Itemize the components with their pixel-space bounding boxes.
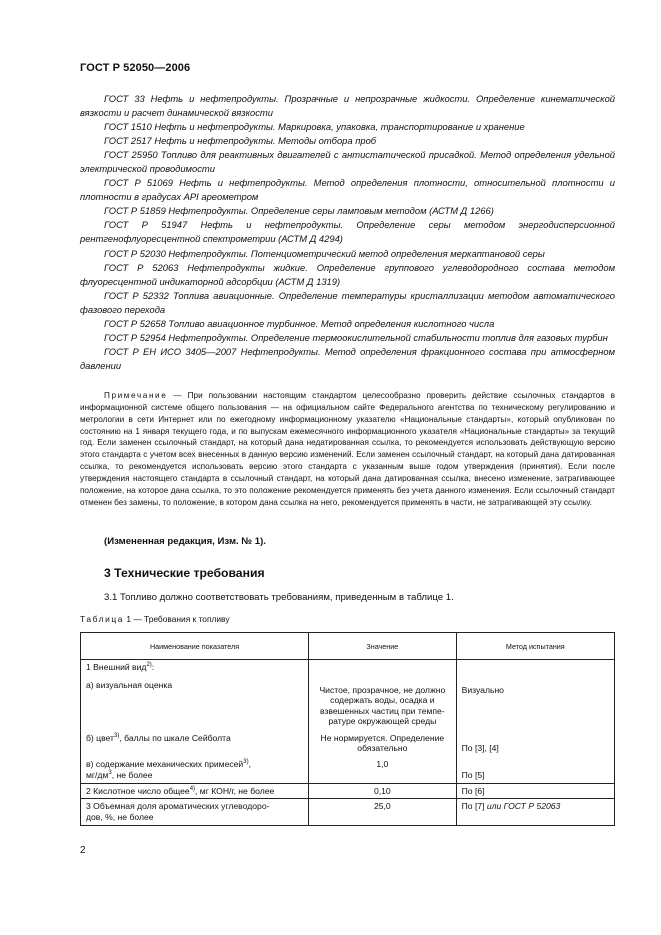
table-cell — [309, 660, 457, 729]
table-cell — [456, 729, 614, 756]
table-row — [81, 799, 615, 826]
table-cell — [456, 755, 614, 784]
indicator-name: дов, %, не более — [86, 812, 154, 823]
reference-item: ГОСТ Р ЕН ИСО 3405—2007 Нефтепродукты. Метод определения фракционного состава при атмосферном давлении — [80, 345, 615, 371]
value-text: 1,0 — [376, 759, 389, 770]
value-line: содержать воды, осадка и — [330, 695, 435, 706]
indicator-name: 3 Объемная доля ароматических углеводоро- — [86, 801, 270, 812]
method-text: По [7] — [461, 801, 487, 812]
method-text: По [5] — [461, 770, 485, 781]
footnote-ref: 3) — [243, 759, 249, 766]
value-line: ратуре окружающей среды — [328, 716, 437, 727]
page-number: 2 — [80, 845, 86, 856]
method-text: По [6] — [461, 786, 485, 797]
table-cell — [309, 729, 457, 756]
indicator-name: 1 Внешний вид — [86, 662, 147, 672]
footnote-ref: 3) — [114, 732, 120, 739]
table-row — [81, 755, 615, 784]
table-cell — [456, 660, 614, 729]
value-line: Не нормируется. Определение — [320, 732, 445, 743]
indicator-name: а) визуальная оценка — [86, 680, 173, 690]
indicator-unit: мг/дм — [86, 770, 109, 781]
table-caption — [80, 614, 230, 624]
table-cell — [456, 799, 614, 826]
table-caption-text: 1 — Требования к топливу — [124, 614, 230, 624]
header-cell-value: Значение — [309, 633, 457, 660]
value-line: взвешенных частиц при темпе- — [319, 705, 445, 716]
amendment-note: (Измененная редакция, Изм. № 1). — [104, 536, 266, 547]
method-text: или ГОСТ Р 52063 — [486, 801, 561, 812]
document-header: ГОСТ Р 52050—2006 — [80, 62, 191, 74]
reference-item: ГОСТ Р 52332 Топлива авиационные. Определение температуры кристаллизации методом автоматического фазового перехода — [80, 289, 615, 315]
table-cell — [81, 729, 309, 756]
reference-item: ГОСТ Р 52658 Топливо авиационное турбинное. Метод определения кислотного числа — [104, 317, 495, 329]
reference-item: ГОСТ 2517 Нефть и нефтепродукты. Методы отбора проб — [104, 135, 377, 147]
note-block — [80, 390, 615, 508]
reference-item: ГОСТ Р 52030 Нефтепродукты. Потенциометрический метод определения меркаптановой серы — [104, 247, 545, 259]
footnote-ref: 2) — [146, 662, 152, 669]
header-cell-indicator: Наименование показателя — [81, 633, 309, 660]
reference-item: ГОСТ 25950 Топливо для реактивных двигателей с антистатической присадкой. Метод определения удельной электрической проводимости — [80, 149, 615, 175]
value-line: обязательно — [357, 743, 408, 754]
section-paragraph: 3.1 Топливо должно соответствовать требованиям, приведенным в таблице 1. — [104, 592, 454, 603]
table-row — [81, 784, 615, 799]
reference-item: ГОСТ 33 Нефть и нефтепродукты. Прозрачные и непрозрачные жидкости. Определение кинематической вязкости и расчет динамической вязкости — [80, 93, 615, 119]
table-cell: в) содержание механических примесей$^{3)}$, $мг/дм^3$, не более — [81, 755, 309, 784]
table-cell — [81, 799, 309, 826]
note-text: — При пользовании настоящим стандартом целесообразно проверить действие ссылочных стандартов в информационной системе общего пользования — на официальном сайте Федерального агентства по техническому регулированию и метрологии в сети Интернет или по ежегодному информационному указателю «Национальные стандарты», который опубликован по состоянию на 1 января текущего года, и по выпускам ежемесячного информационного указателя «Национальные стандарты» за текущий год. Если заменен ссылочный стандарт, на который дана недатированная ссылка, то рекомендуется использовать действующую версию этого стандарта с учетом всех внесенных в данную версию изменений. Если заменен ссылочный стандарт, на который дана датированная ссылка, то рекомендуется использовать версию этого стандарта с указанным выше годом утверждения (принятия). Если после утверждения настоящего стандарта в ссылочный стандарт, на который дана датированная ссылка, внесено изменение, затрагивающее положение, на которое дана ссылка, то это положение рекомендуется применять без учета данного изменения. Если ссылочный стандарт отменен без замены, то положение, в котором дана ссылка на него, рекомендуется применять в части, не затрагивающей эту ссылку. — [80, 391, 615, 507]
reference-item: ГОСТ Р 52954 Нефтепродукты. Определение термоокислительной стабильности топлив для газовых турбин — [104, 331, 608, 343]
table-cell — [456, 784, 614, 799]
indicator-name: 2 Кислотное число общее — [86, 786, 190, 797]
indicator-name: б) цвет — [86, 732, 114, 743]
table-cell: 1 Внешний вид$^{2)}$: а) визуальная оценка — [81, 660, 309, 729]
section-title: 3 Технические требования — [104, 566, 265, 580]
reference-item: ГОСТ Р 51069 Нефть и нефтепродукты. Метод определения плотности, относительной плотности и плотности в градусах API ареометром — [80, 177, 615, 203]
indicator-name: в) содержание механических примесей — [86, 759, 244, 770]
table-row — [81, 729, 615, 756]
table-cell — [309, 784, 457, 799]
table-header-row — [81, 633, 615, 660]
note-label: Примечание — [104, 391, 168, 400]
reference-item: ГОСТ Р 52063 Нефтепродукты жидкие. Определение группового углеводородного состава методом флуоресцентной индикаторной адсорбции (АСТМ Д 1319) — [80, 261, 615, 287]
footnote-ref: 4) — [189, 786, 196, 793]
value-line: Чистое, прозрачное, не должно — [319, 685, 446, 695]
reference-item: ГОСТ Р 51859 Нефтепродукты. Определение серы ламповым методом (АСТМ Д 1266) — [104, 205, 494, 217]
requirements-table — [80, 632, 615, 826]
reference-item: ГОСТ 1510 Нефть и нефтепродукты. Маркировка, упаковка, транспортирование и хранение — [104, 121, 525, 133]
indicator-name: , баллы по шкале Сейболта — [119, 732, 231, 743]
table-cell: 2 Кислотное число общее$^{4)}$, мг КОН/г, не более — [81, 784, 309, 799]
table-cell — [309, 755, 457, 784]
header-cell-method: Метод испытания — [456, 633, 614, 660]
value-text: 25,0 — [373, 801, 391, 812]
table-row — [81, 660, 615, 729]
reference-list — [80, 92, 615, 373]
method-text: По [3], [4] — [461, 742, 499, 753]
table-caption-label: Таблица — [80, 614, 125, 624]
table-cell — [309, 799, 457, 826]
method-text: Визуально — [461, 685, 504, 695]
reference-item: ГОСТ Р 51947 Нефть и нефтепродукты. Определение серы методом энергодисперсионной рентгенофлуоресцентной спектрометрии (АСТМ Д 4294) — [80, 219, 615, 245]
value-text: 0,10 — [373, 786, 391, 797]
